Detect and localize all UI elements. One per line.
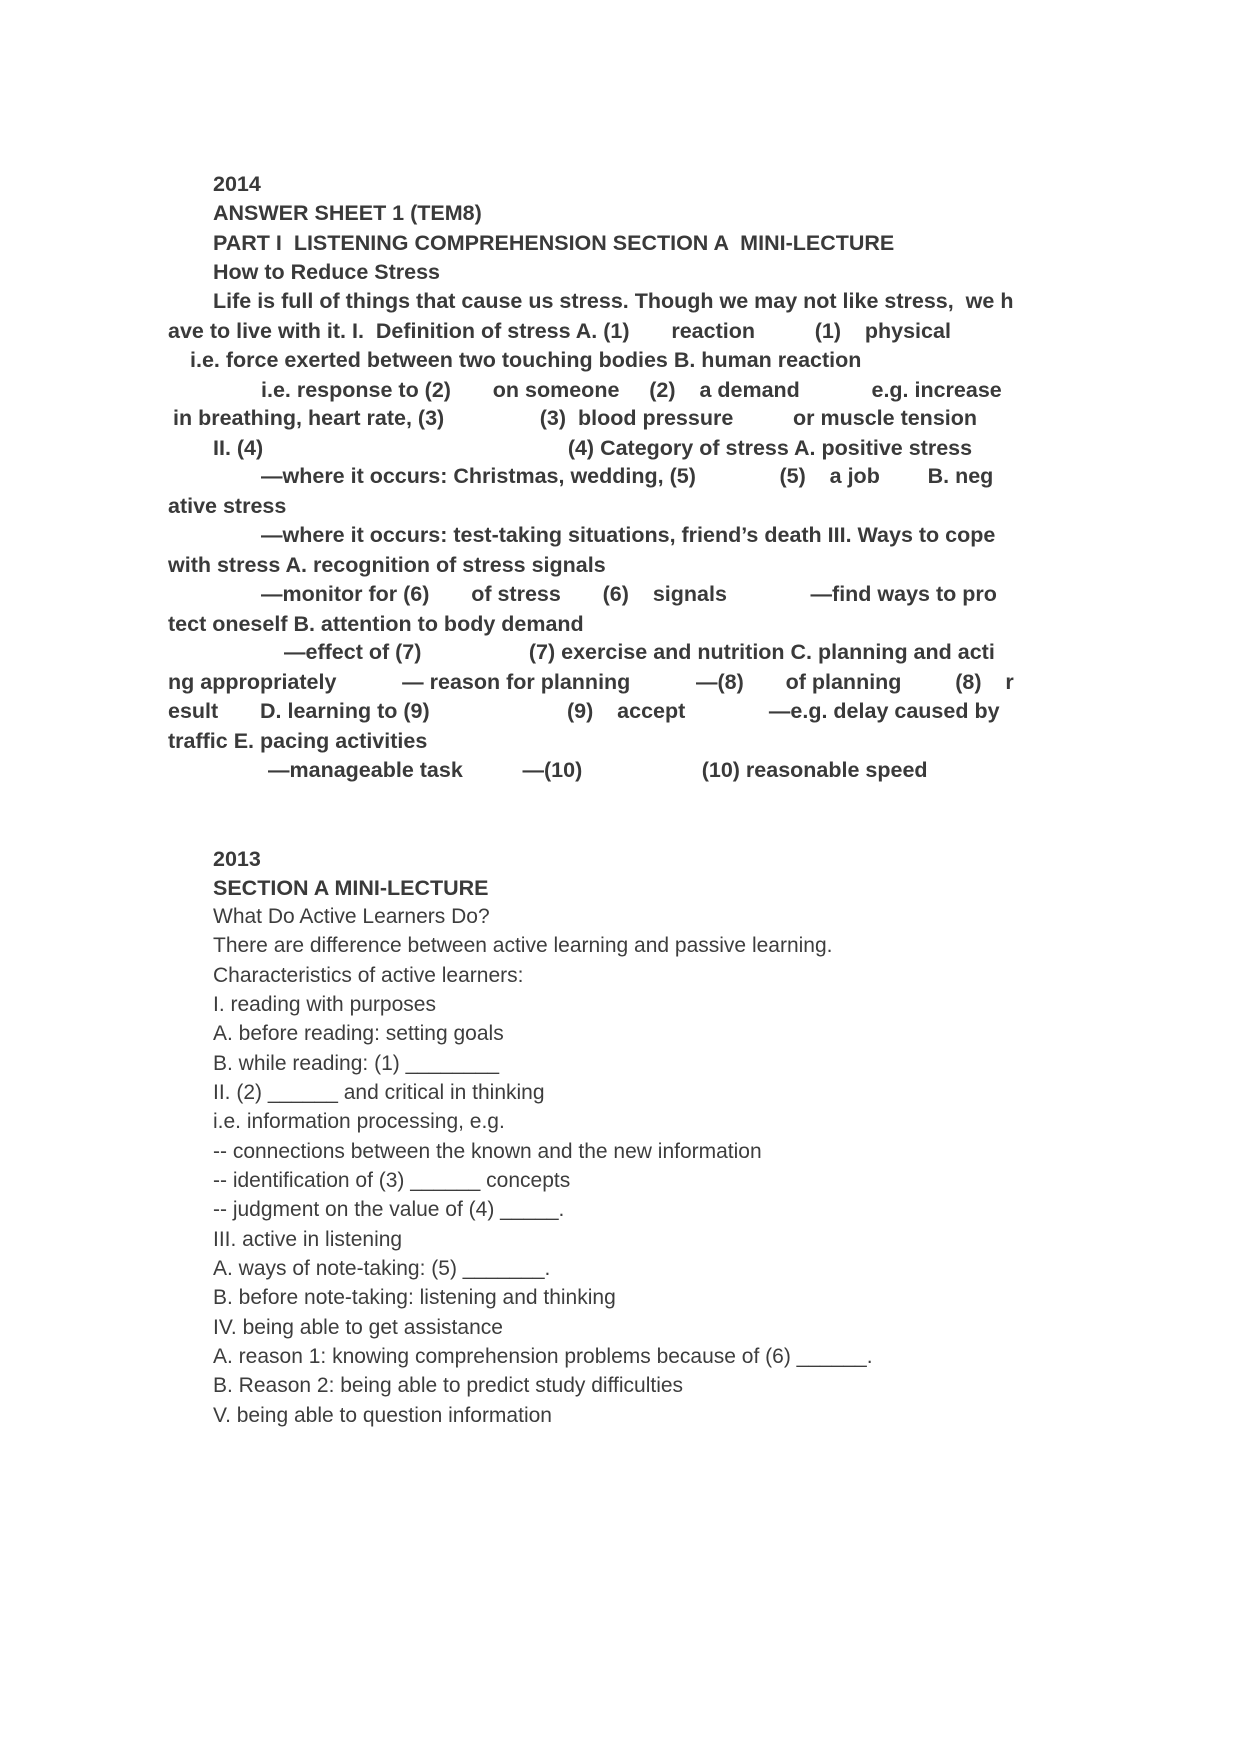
- body-line: i.e. response to (2) on someone (2) a demand e.g. increase: [261, 378, 1002, 402]
- part-heading: PART I LISTENING COMPREHENSION SECTION A MINI-LECTURE: [213, 231, 895, 255]
- outline-line: II. (2) ______ and critical in thinking: [213, 1081, 545, 1104]
- outline-line: V. being able to question information: [213, 1404, 552, 1427]
- section-heading-2013: SECTION A MINI-LECTURE: [213, 876, 489, 900]
- body-line: Life is full of things that cause us stress. Though we may not like stress, we h: [213, 289, 1014, 313]
- outline-line: -- judgment on the value of (4) _____.: [213, 1198, 565, 1221]
- outline-line: B. Reason 2: being able to predict study difficulties: [213, 1374, 684, 1397]
- outline-line: Characteristics of active learners:: [213, 964, 524, 987]
- body-line: —manageable task —(10) (10) reasonable speed: [268, 758, 928, 782]
- outline-line: There are difference between active learning and passive learning.: [213, 934, 833, 957]
- body-line: i.e. force exerted between two touching bodies B. human reaction: [190, 348, 862, 372]
- answer-sheet-title: ANSWER SHEET 1 (TEM8): [213, 201, 482, 225]
- body-line: with stress A. recognition of stress signals: [168, 553, 606, 577]
- body-line: —where it occurs: Christmas, wedding, (5) (5) a job B. neg: [261, 464, 994, 488]
- year-2013: 2013: [213, 847, 261, 871]
- outline-line: B. while reading: (1) ________: [213, 1052, 500, 1075]
- lecture-title-2014: How to Reduce Stress: [213, 260, 440, 284]
- outline-line: B. before note-taking: listening and thinking: [213, 1286, 616, 1309]
- body-line: —monitor for (6) of stress (6) signals —find ways to pro: [261, 582, 997, 606]
- body-line: ative stress: [168, 494, 287, 518]
- body-line: ave to live with it. I. Definition of stress A. (1) reaction (1) physical: [168, 319, 951, 343]
- outline-line: -- identification of (3) ______ concepts: [213, 1169, 571, 1192]
- body-line: in breathing, heart rate, (3) (3) blood pressure or muscle tension: [173, 406, 978, 430]
- outline-line: A. before reading: setting goals: [213, 1022, 504, 1045]
- outline-line: A. ways of note-taking: (5) _______.: [213, 1257, 551, 1280]
- body-line: II. (4) (4) Category of stress A. positive stress: [213, 436, 973, 460]
- outline-line: I. reading with purposes: [213, 993, 436, 1016]
- body-line: —where it occurs: test-taking situations, friend’s death III. Ways to cope: [261, 523, 996, 547]
- body-line: —effect of (7) (7) exercise and nutrition C. planning and acti: [284, 640, 995, 664]
- outline-line: III. active in listening: [213, 1228, 403, 1251]
- body-line: ng appropriately — reason for planning —(8) of planning (8) r: [168, 670, 1014, 694]
- outline-line: -- connections between the known and the new information: [213, 1140, 762, 1163]
- body-line: traffic E. pacing activities: [168, 729, 428, 753]
- outline-line: A. reason 1: knowing comprehension problems because of (6) ______.: [213, 1345, 873, 1368]
- year-2014: 2014: [213, 172, 261, 196]
- lecture-title-2013: What Do Active Learners Do?: [213, 905, 490, 928]
- body-line: esult D. learning to (9) (9) accept —e.g. delay caused by: [168, 699, 1000, 723]
- outline-line: i.e. information processing, e.g.: [213, 1110, 505, 1133]
- body-line: tect oneself B. attention to body demand: [168, 612, 584, 636]
- outline-line: IV. being able to get assistance: [213, 1316, 503, 1339]
